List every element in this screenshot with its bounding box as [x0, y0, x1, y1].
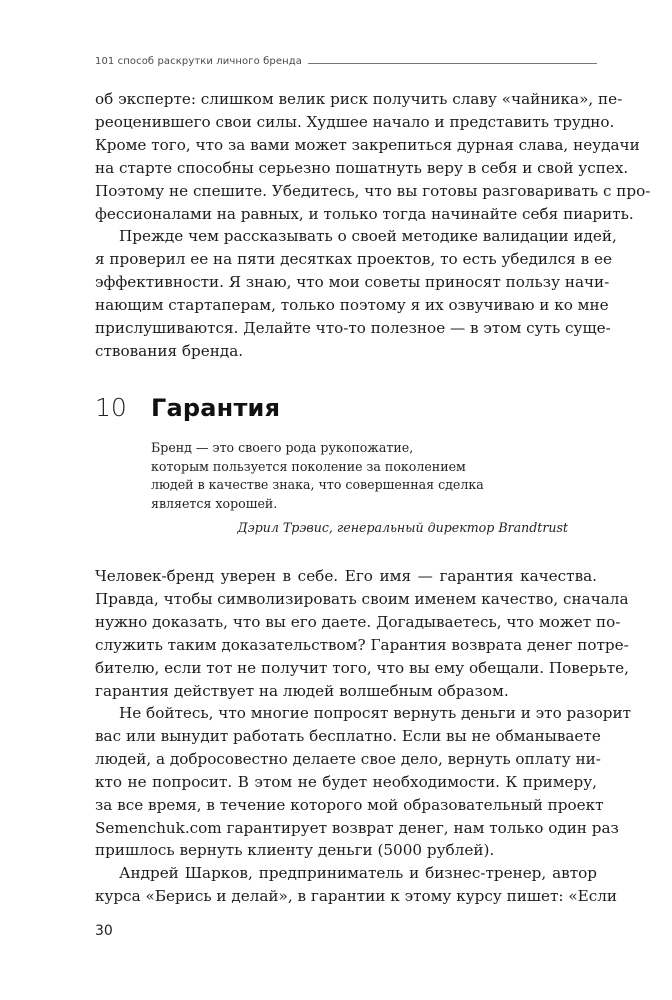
- header-rule: [308, 63, 597, 64]
- text-line: пришлось вернуть клиенту деньги (5000 рублей).: [95, 841, 495, 860]
- text-line: я проверил ее на пяти десятках проектов, то есть убедился в ее: [95, 249, 612, 268]
- epigraph-line: Бренд — это своего рода рукопожатие,: [151, 440, 414, 455]
- chapter-heading: [95, 393, 280, 422]
- text-line: Поэтому не спешите. Убедитесь, что вы готовы разговаривать с про-: [95, 181, 651, 200]
- text-line: Semenchuk.com гарантирует возврат денег, нам только один раз: [95, 818, 619, 837]
- text-line: Правда, чтобы символизировать своим именем качество, сначала: [95, 589, 629, 608]
- text-line: кто не попросит. В этом не будет необходимости. К примеру,: [95, 772, 597, 791]
- text-line: курса «Берись и делай», в гарантии к этому курсу пишет: «Если: [95, 886, 617, 905]
- paragraph-methodology: [95, 225, 617, 362]
- text-line: Не бойтесь, что многие попросят вернуть деньги и это разорит: [119, 704, 631, 722]
- text-line: нужно доказать, что вы его даете. Догадываетесь, что может по-: [95, 612, 621, 631]
- epigraph: [151, 439, 571, 513]
- text-line: людей, а добросовестно делаете свое дело, вернуть оплату ни-: [95, 749, 601, 768]
- text-line: Кроме того, что за вами может закрепиться дурная слава, неудачи: [95, 135, 640, 154]
- paragraph-sharkov: [95, 862, 617, 908]
- chapter-title: Гарантия: [151, 394, 281, 422]
- text-line: нающим стартаперам, только поэтому я их озвучиваю и ко мне: [95, 295, 609, 314]
- running-title: 101 способ раскрутки личного бренда: [95, 56, 302, 67]
- text-line: за все время, в течение которого мой образовательный проект: [95, 795, 604, 814]
- text-line: фессионалами на равных, и только тогда начинайте себя пиарить.: [95, 204, 634, 223]
- text-line: прислушиваются. Делайте что-то полезное — в этом суть суще-: [95, 318, 611, 337]
- epigraph-line: которым пользуется поколение за поколением: [151, 458, 466, 474]
- text-line: гарантия действует на людей волшебным образом.: [95, 681, 509, 700]
- running-header: [95, 56, 597, 67]
- chapter-number: 10: [95, 393, 127, 422]
- page-number: 30: [95, 923, 113, 939]
- text-line: Андрей Шарков, предприниматель и бизнес-тренер, автор: [119, 864, 597, 882]
- text-line: эффективности. Я знаю, что мои советы приносят пользу начи-: [95, 272, 610, 291]
- text-line: Прежде чем рассказывать о своей методике валидации идей,: [119, 227, 617, 245]
- epigraph-attribution: Дэрил Трэвис, генеральный директор Brandtrust: [237, 520, 568, 535]
- epigraph-line: людей в качестве знака, что совершенная сделка: [151, 477, 484, 493]
- paragraph-refunds: [95, 702, 631, 862]
- text-line: ствования бренда.: [95, 341, 244, 360]
- text-line: бителю, если тот не получит того, что вы ему обещали. Поверьте,: [95, 658, 629, 677]
- text-line: на старте способны серьезно пошатнуть веру в себя и свой успех.: [95, 158, 629, 177]
- text-line: служить таким доказательством? Гарантия возврата денег потре-: [95, 635, 629, 654]
- text-line: реоценившего свои силы. Худшее начало и представить трудно.: [95, 112, 615, 131]
- epigraph-line: является хорошей.: [151, 495, 278, 511]
- text-line: об эксперте: слишком велик риск получить славу «чайника», пе-: [95, 90, 623, 108]
- paragraph-continuation: [95, 88, 651, 225]
- text-line: вас или вынудит работать бесплатно. Если вы не обманываете: [95, 726, 601, 745]
- text-line: Человек-бренд уверен в себе. Его имя — гарантия качества.: [95, 567, 597, 585]
- paragraph-brand-guarantee: [95, 565, 629, 702]
